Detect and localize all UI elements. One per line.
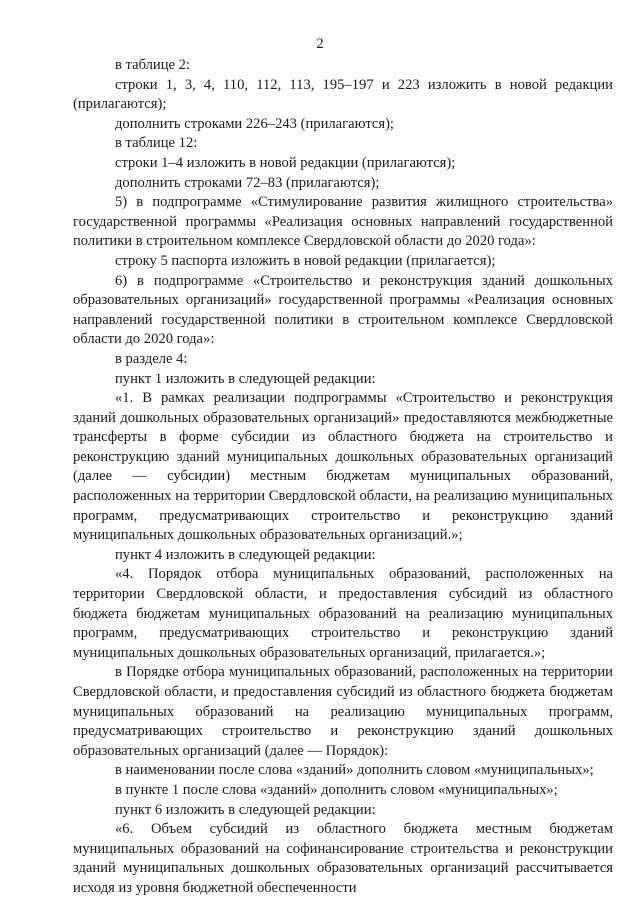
paragraph: в таблице 2: (115, 57, 191, 73)
paragraph: дополнить строками 226–243 (прилагаются); (115, 115, 394, 132)
paragraph: «6. Объем субсидий из областного бюджета местным бюджетам муниципальных образований на софинансирование строительства и реконструкции зданий муниципальных дошкольных образовательных организаций рассчитывается исходя из уровня бюджетной обеспеченности (73, 821, 613, 896)
paragraph: в пункте 1 после слова «зданий» дополнить словом «муниципальных»; (115, 781, 558, 798)
paragraph: пункт 6 изложить в следующей редакции: (115, 801, 376, 818)
paragraph: в разделе 4: (115, 350, 188, 367)
paragraph: строку 5 паспорта изложить в новой редакции (прилагается); (115, 252, 496, 269)
paragraph: дополнить строками 72–83 (прилагаются); (115, 174, 380, 191)
paragraph: пункт 1 изложить в следующей редакции: (115, 370, 376, 387)
page-number: 2 (316, 36, 324, 52)
paragraph: «1. В рамках реализации подпрограммы «Строительство и реконструкция зданий дошкольных образовательных организаций» предоставляются межбюджетные трансферты в форме субсидии из областного бюджета на строительство и реконструкцию зданий муниципальных дошкольных образовательных организаций (далее — субсидии) местным бюджетам муниципальных образований, расположенных на территории Свердловской области, на реализацию муниципальных программ, предусматривающих строительство и реконструкцию зданий муниципальных дошкольных образовательных организаций.»; (73, 390, 613, 544)
paragraph: строки 1–4 изложить в новой редакции (прилагаются); (115, 154, 456, 171)
paragraph: пункт 4 изложить в следующей редакции: (115, 546, 376, 563)
paragraph: в наименовании после слова «зданий» дополнить словом «муниципальных»; (115, 762, 594, 779)
paragraph: 6) в подпрограмме «Строительство и реконструкция зданий дошкольных образовательных организаций» государственной программы «Реализация основных направлений государственной политики в строительном комплексе Свердловской области до 2020 года»: (73, 272, 613, 348)
paragraph: 5) в подпрограмме «Стимулирование развития жилищного строительства» государственной программы «Реализация основных направлений государственной политики в строительном комплексе Свердловской области до 2020 года»: (73, 194, 613, 250)
paragraph: «4. Порядок отбора муниципальных образований, расположенных на территории Свердловской области, и предоставления субсидий из областного бюджета бюджетам муниципальных образований на реализацию муниципальных программ, предусматривающих строительство и реконструкцию зданий муниципальных дошкольных образовательных организаций, прилагается.»; (73, 566, 613, 661)
paragraph: в таблице 12: (115, 135, 198, 152)
document-body (73, 56, 613, 899)
paragraph: строки 1, 3, 4, 110, 112, 113, 195–197 и 223 изложить в новой редакции (прилагаются); (73, 76, 613, 113)
paragraph: в Порядке отбора муниципальных образований, расположенных на территории Свердловской области, и предоставления субсидий из областного бюджета бюджетам муниципальных образований на реализацию муниципальных программ, предусматривающих строительство и реконструкцию зданий дошкольных образовательных организаций (далее — Порядок): (73, 664, 613, 759)
